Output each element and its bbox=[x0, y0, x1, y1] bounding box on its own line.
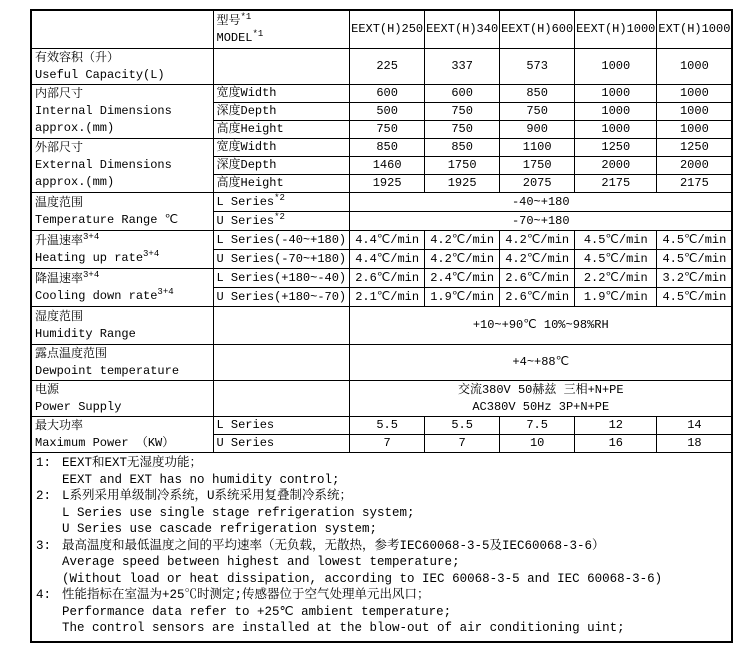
power-value: 10 bbox=[500, 435, 575, 453]
series-sub-label: U Series$^{*2}$ bbox=[213, 212, 350, 231]
dim-value: 600 bbox=[350, 85, 425, 103]
dim-value: 2075 bbox=[500, 175, 575, 193]
model-label-en: MODEL$^{*1}$ bbox=[216, 28, 264, 45]
rate-value: 4.2℃/min bbox=[500, 231, 575, 250]
dim-sub-label: 宽度Width bbox=[213, 85, 350, 103]
dim-value: 750 bbox=[425, 121, 500, 139]
series-sub-label: L Series(+180~-40) bbox=[213, 269, 350, 288]
dim-value: 1000 bbox=[575, 103, 657, 121]
temp-range-value: -70~+180 bbox=[350, 212, 733, 231]
footnote-ref: *1 bbox=[240, 11, 252, 22]
external-width-row bbox=[31, 139, 732, 157]
empty-cell bbox=[213, 345, 350, 381]
series-sub-label: L Series bbox=[213, 417, 350, 435]
capacity-value: 1000 bbox=[657, 49, 733, 85]
dim-sub-label: 宽度Width bbox=[213, 139, 350, 157]
rate-value: 4.5℃/min bbox=[575, 231, 657, 250]
specification-table bbox=[30, 9, 733, 643]
note-4: 4: 性能指标在室温为+25℃时测定;传感器位于空气处理单元出风口； Performance data refer to +25℃ ambient temperature; The control sensors are installed at the blow-out of air conditioning uint; bbox=[36, 588, 625, 635]
dim-value: 500 bbox=[350, 103, 425, 121]
capacity-row bbox=[31, 49, 732, 85]
footnote-ref: 3+4 bbox=[83, 269, 100, 280]
rate-value: 4.5℃/min bbox=[657, 231, 733, 250]
dewpoint-label-cell: 露点温度范围 Dewpoint temperature bbox=[31, 345, 213, 381]
capacity-value: 1000 bbox=[575, 49, 657, 85]
footnote-ref: *1 bbox=[252, 28, 264, 39]
series-sub-label: U Series(+180~-70) bbox=[213, 288, 350, 307]
footnote-ref: 3+4 bbox=[157, 286, 174, 297]
power-supply-label-cell: 电源 Power Supply bbox=[31, 381, 213, 417]
empty-cell bbox=[213, 49, 350, 85]
rate-value: 4.2℃/min bbox=[500, 250, 575, 269]
header-row bbox=[31, 10, 732, 49]
rate-value: 2.2℃/min bbox=[575, 269, 657, 288]
notes-row bbox=[31, 453, 732, 642]
note-number: 4: bbox=[36, 588, 52, 602]
power-value: 12 bbox=[575, 417, 657, 435]
dewpoint-value: +4~+88℃ bbox=[350, 345, 733, 381]
power-value: 7 bbox=[425, 435, 500, 453]
model-label-cell bbox=[213, 10, 350, 49]
heating-l-row bbox=[31, 231, 732, 250]
power-supply-value: 交流380V 50赫兹 三相+N+PE AC380V 50Hz 3P+N+PE bbox=[350, 381, 733, 417]
model-header-cell: EEXT(H)600 bbox=[500, 10, 575, 49]
series-sub-label: U Series(-70~+180) bbox=[213, 250, 350, 269]
power-value: 16 bbox=[575, 435, 657, 453]
dim-value: 1460 bbox=[350, 157, 425, 175]
internal-width-row bbox=[31, 85, 732, 103]
model-header-cell: EEXT(H)250 bbox=[350, 10, 425, 49]
dim-value: 1100 bbox=[500, 139, 575, 157]
note-number: 3: bbox=[36, 538, 52, 553]
rate-value: 2.4℃/min bbox=[425, 269, 500, 288]
dim-value: 1925 bbox=[350, 175, 425, 193]
rate-value: 4.5℃/min bbox=[657, 288, 733, 307]
footnotes bbox=[31, 453, 732, 642]
rate-value: 1.9℃/min bbox=[575, 288, 657, 307]
humidity-label-cell: 湿度范围 Humidity Range bbox=[31, 307, 213, 345]
capacity-label-cell: 有效容积（升） Useful Capacity(L) bbox=[31, 49, 213, 85]
rate-value: 3.2℃/min bbox=[657, 269, 733, 288]
dim-value: 1750 bbox=[500, 157, 575, 175]
dim-value: 1750 bbox=[425, 157, 500, 175]
cooling-label-cell: 降温速率$^{3+4}$ Cooling down rate$^{3+4}$ bbox=[31, 269, 213, 307]
power-value: 14 bbox=[657, 417, 733, 435]
series-sub-label: U Series bbox=[213, 435, 350, 453]
dim-value: 1000 bbox=[575, 85, 657, 103]
power-value: 5.5 bbox=[350, 417, 425, 435]
footnote-ref: *2 bbox=[274, 211, 285, 222]
dim-value: 2175 bbox=[575, 175, 657, 193]
note-number: 1: bbox=[36, 456, 52, 470]
note-2: 2: L系列采用单级制冷系统，U系统采用复叠制冷系统； L Series use single stage refrigeration system; U Series use cascade refrigeration system; bbox=[36, 489, 415, 536]
humidity-value: +10~+90℃ 10%~98%RH bbox=[350, 307, 733, 345]
temp-range-label-cell: 温度范围 Temperature Range ℃ bbox=[31, 193, 213, 231]
series-sub-label: L Series$^{*2}$ bbox=[213, 193, 350, 212]
rate-value: 4.2℃/min bbox=[425, 231, 500, 250]
humidity-row bbox=[31, 307, 732, 345]
note-number: 2: bbox=[36, 489, 52, 503]
dim-value: 2000 bbox=[657, 157, 733, 175]
capacity-value: 225 bbox=[350, 49, 425, 85]
series-sub-label: L Series(-40~+180) bbox=[213, 231, 350, 250]
temp-range-l-row bbox=[31, 193, 732, 212]
power-value: 5.5 bbox=[425, 417, 500, 435]
footnote-ref: 3+4 bbox=[83, 231, 100, 242]
dim-value: 600 bbox=[425, 85, 500, 103]
dim-value: 1250 bbox=[575, 139, 657, 157]
dim-value: 2175 bbox=[657, 175, 733, 193]
empty-cell bbox=[213, 381, 350, 417]
max-power-l-row bbox=[31, 417, 732, 435]
rate-value: 4.4℃/min bbox=[350, 250, 425, 269]
dim-value: 850 bbox=[350, 139, 425, 157]
dim-value: 750 bbox=[350, 121, 425, 139]
note-1: 1: EEXT和EXT无湿度功能； EEXT and EXT has no humidity control; bbox=[36, 456, 340, 487]
dim-value: 1000 bbox=[575, 121, 657, 139]
note-3: 3: 最高温度和最低温度之间的平均速率（无负载，无散热，参考IEC60068-3-5及IEC60068-3-6） Average speed between highest and lowest temperature; (Without load or heat dissipation, according to IEC 60068-3-5 and IEC 60068-3-6) bbox=[36, 538, 663, 586]
dim-sub-label: 深度Depth bbox=[213, 103, 350, 121]
dim-value: 850 bbox=[500, 85, 575, 103]
power-value: 7 bbox=[350, 435, 425, 453]
external-dims-label-cell: 外部尺寸 External Dimensions approx.(mm) bbox=[31, 139, 213, 193]
dim-value: 900 bbox=[500, 121, 575, 139]
dim-value: 1000 bbox=[657, 121, 733, 139]
cooling-l-row bbox=[31, 269, 732, 288]
footnote-ref: *2 bbox=[274, 192, 285, 203]
dim-value: 750 bbox=[425, 103, 500, 121]
dim-value: 1000 bbox=[657, 85, 733, 103]
dim-value: 750 bbox=[500, 103, 575, 121]
dim-value: 1000 bbox=[657, 103, 733, 121]
heating-label-cell: 升温速率$^{3+4}$ Heating up rate$^{3+4}$ bbox=[31, 231, 213, 269]
dim-sub-label: 高度Height bbox=[213, 175, 350, 193]
rate-value: 2.6℃/min bbox=[500, 269, 575, 288]
model-header-cell: EEXT(H)1000 bbox=[575, 10, 657, 49]
model-label-zh: 型号$^{*1}$ bbox=[216, 11, 252, 28]
dim-value: 2000 bbox=[575, 157, 657, 175]
footnote-ref: 3+4 bbox=[143, 248, 160, 259]
rate-value: 4.4℃/min bbox=[350, 231, 425, 250]
rate-value: 1.9℃/min bbox=[425, 288, 500, 307]
rate-value: 4.5℃/min bbox=[575, 250, 657, 269]
temp-range-value: -40~+180 bbox=[350, 193, 733, 212]
dim-sub-label: 深度Depth bbox=[213, 157, 350, 175]
capacity-value: 573 bbox=[500, 49, 575, 85]
rate-value: 2.6℃/min bbox=[500, 288, 575, 307]
dim-value: 1925 bbox=[425, 175, 500, 193]
rate-value: 4.5℃/min bbox=[657, 250, 733, 269]
dewpoint-row bbox=[31, 345, 732, 381]
rate-value: 2.6℃/min bbox=[350, 269, 425, 288]
model-header-cell: EEXT(H)340 bbox=[425, 10, 500, 49]
power-value: 7.5 bbox=[500, 417, 575, 435]
capacity-value: 337 bbox=[425, 49, 500, 85]
rate-value: 2.1℃/min bbox=[350, 288, 425, 307]
power-supply-row bbox=[31, 381, 732, 417]
max-power-label-cell: 最大功率 Maximum Power （KW） bbox=[31, 417, 213, 453]
empty-cell bbox=[213, 307, 350, 345]
internal-dims-label-cell: 内部尺寸 Internal Dimensions approx.(mm) bbox=[31, 85, 213, 139]
power-value: 18 bbox=[657, 435, 733, 453]
dim-value: 850 bbox=[425, 139, 500, 157]
dim-sub-label: 高度Height bbox=[213, 121, 350, 139]
model-header-cell: EXT(H)1000 bbox=[657, 10, 733, 49]
empty-cell bbox=[31, 10, 213, 49]
dim-value: 1250 bbox=[657, 139, 733, 157]
rate-value: 4.2℃/min bbox=[425, 250, 500, 269]
